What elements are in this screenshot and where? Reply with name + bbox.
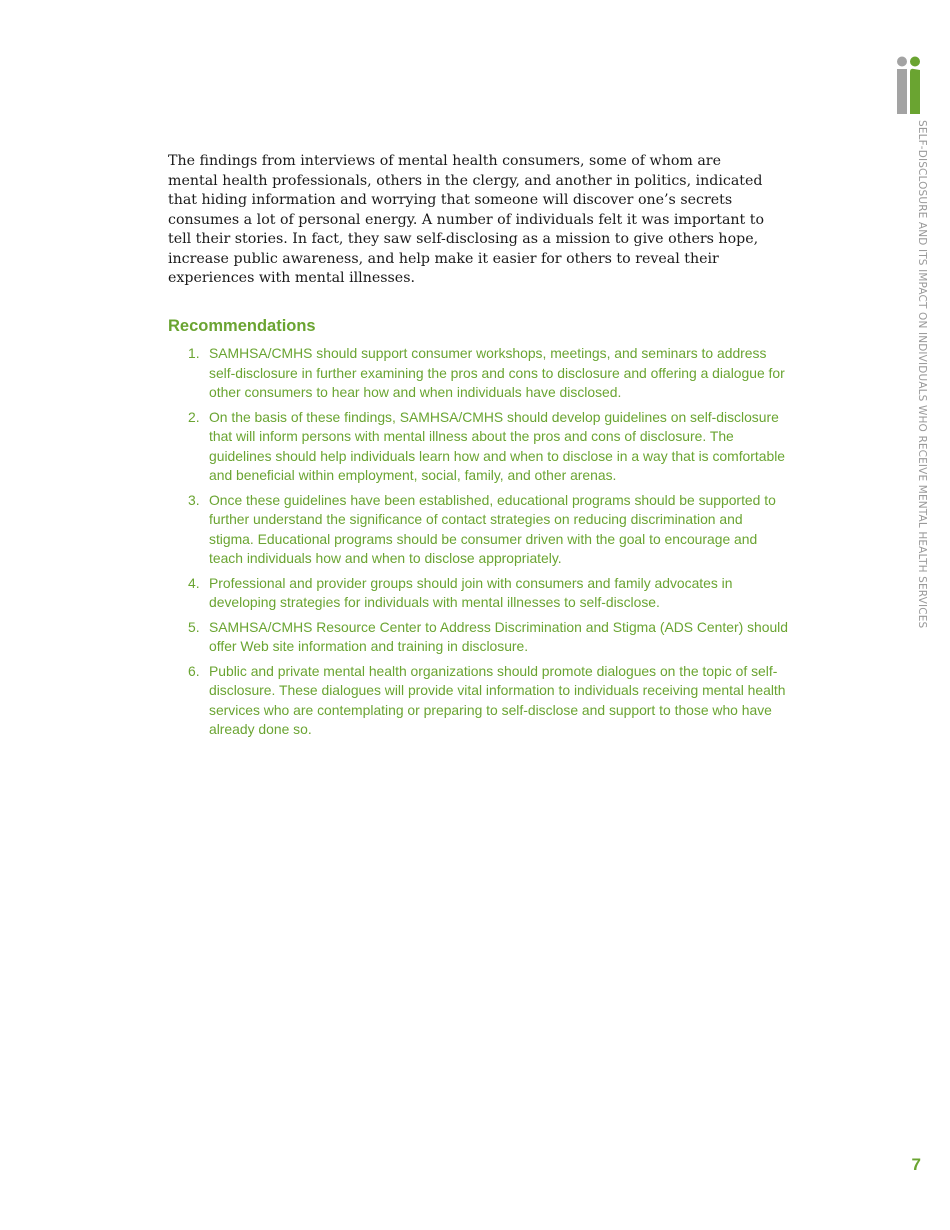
people-figures-logo-icon — [894, 56, 924, 114]
recommendation-item — [188, 618, 788, 657]
recommendation-text: Public and private mental health organizations should promote dialogues on the topic of self-disclosure. These dialogues will provide vital information to individuals receiving mental health services who are contemplating or preparing to self-disclose and support to those who have already done so. — [209, 662, 786, 737]
recommendation-number: 1. — [188, 345, 200, 361]
recommendation-item — [188, 344, 788, 403]
recommendation-item — [188, 408, 788, 486]
recommendations-list — [188, 344, 788, 745]
recommendation-item — [188, 574, 788, 613]
page-number: 7 — [911, 1155, 921, 1174]
recommendation-text: SAMHSA/CMHS Resource Center to Address Discrimination and Stigma (ADS Center) should offer Web site information and training in disclosure. — [209, 618, 788, 654]
recommendation-number: 5. — [188, 618, 200, 635]
intro-paragraph: The findings from interviews of mental health consumers, some of whom are mental health professionals, others in the clergy, and another in politics, indicated that hiding information and worrying that someone will discover one’s secrets consumes a lot of personal energy. A number of individuals felt it was important to tell their stories. In fact, they saw self-disclosing as a mission to give others hope, increase public awareness, and help make it easier for others to reveal their experiences with mental illnesses. — [168, 153, 765, 286]
recommendation-text: On the basis of these findings, SAMHSA/CMHS should develop guidelines on self-disclosure that will inform persons with mental illness about the pros and cons of disclosure. The guidelines should help individuals learn how and when to disclose in a way that is comfortable and beneficial within employment, social, family, and other arenas. — [209, 408, 786, 483]
recommendation-text: SAMHSA/CMHS should support consumer workshops, meetings, and seminars to address self-disclosure in further examining the pros and cons to disclosure and offering a dialogue for other consumers to hear how and when individuals have disclosed. — [209, 345, 785, 400]
recommendation-text: Once these guidelines have been established, educational programs should be supported to further understand the significance of contact strategies on reducing discrimination and stigma. Educational programs should be consumer driven with the goal to encourage and teach individuals how and when to disclose appropriately. — [209, 491, 776, 566]
recommendation-item — [188, 662, 788, 740]
side-running-title: SELF-DISCLOSURE AND ITS IMPACT ON INDIVIDUALS WHO RECEIVE MENTAL HEALTH SERVICES — [916, 120, 928, 629]
recommendation-number: 6. — [188, 662, 200, 679]
recommendation-text: Professional and provider groups should join with consumers and family advocates in developing strategies for individuals with mental illnesses to self-disclose. — [209, 574, 733, 610]
recommendation-number: 2. — [188, 408, 200, 425]
recommendation-number: 3. — [188, 491, 200, 508]
recommendation-number: 4. — [188, 574, 200, 591]
recommendation-item — [188, 491, 788, 569]
recommendations-heading: Recommendations — [168, 317, 316, 335]
